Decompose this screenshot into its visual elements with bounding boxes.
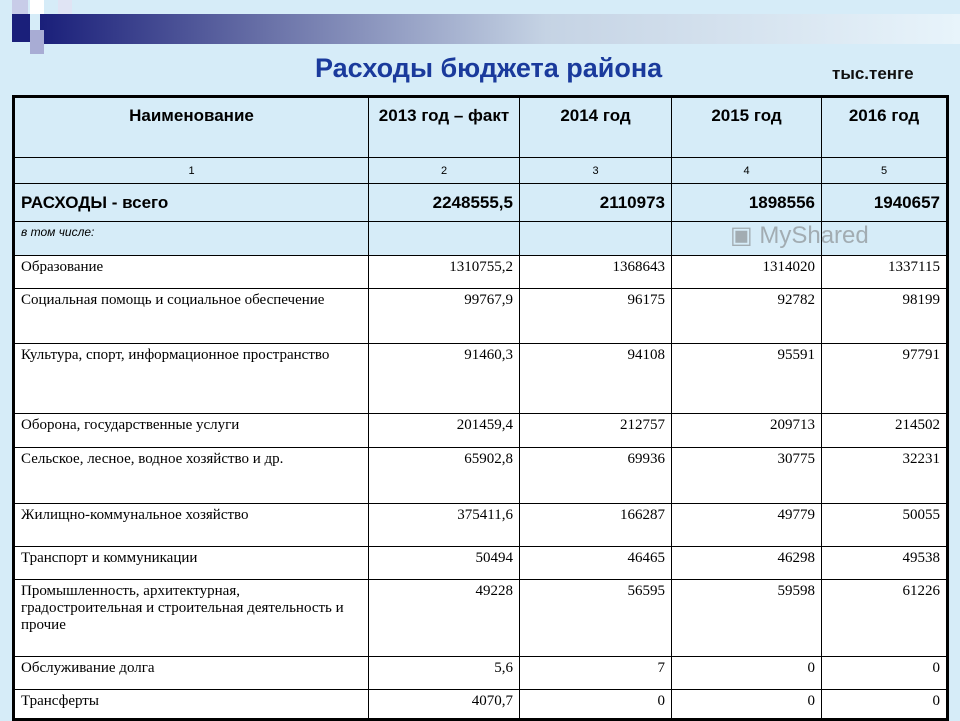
value-cell: 0	[822, 657, 948, 690]
table-row	[14, 504, 948, 547]
row-name: Образование	[14, 256, 369, 289]
row-name: Культура, спорт, информационное пространство	[14, 344, 369, 414]
table-row	[14, 547, 948, 580]
value-cell: 92782	[672, 289, 822, 344]
index-row	[14, 158, 948, 184]
column-header: 2013 год – факт	[369, 97, 520, 158]
row-name: Промышленность, архитектурная, градостроительная и строительная деятельность и прочие	[14, 580, 369, 657]
value-cell: 50494	[369, 547, 520, 580]
value-cell: 4070,7	[369, 690, 520, 720]
value-cell: 1337115	[822, 256, 948, 289]
value-cell: 49228	[369, 580, 520, 657]
row-name: Транспорт и коммуникации	[14, 547, 369, 580]
table-row	[14, 289, 948, 344]
value-cell: 166287	[520, 504, 672, 547]
decor-square	[30, 0, 44, 14]
table-row	[14, 580, 948, 657]
value-cell: 49538	[822, 547, 948, 580]
row-name: Трансферты	[14, 690, 369, 720]
value-cell: 1368643	[520, 256, 672, 289]
value-cell: 0	[672, 690, 822, 720]
value-cell: 214502	[822, 414, 948, 448]
decor-square	[58, 0, 72, 14]
table-row	[14, 414, 948, 448]
value-cell: 0	[822, 690, 948, 720]
value-cell: 65902,8	[369, 448, 520, 504]
value-cell: 56595	[520, 580, 672, 657]
row-name: Оборона, государственные услуги	[14, 414, 369, 448]
value-cell: 1940657	[822, 184, 948, 222]
empty-cell	[369, 222, 520, 256]
table-row	[14, 657, 948, 690]
index-cell: 3	[520, 158, 672, 184]
column-header: 2016 год	[822, 97, 948, 158]
value-cell: 0	[672, 657, 822, 690]
watermark-icon: ▣	[730, 222, 760, 249]
row-name: Социальная помощь и социальное обеспечение	[14, 289, 369, 344]
value-cell: 99767,9	[369, 289, 520, 344]
value-cell: 94108	[520, 344, 672, 414]
header-gradient-bar	[40, 14, 960, 44]
value-cell: 61226	[822, 580, 948, 657]
value-cell: 1310755,2	[369, 256, 520, 289]
value-cell: 98199	[822, 289, 948, 344]
value-cell: 2110973	[520, 184, 672, 222]
budget-table	[12, 95, 949, 721]
table-row	[14, 256, 948, 289]
value-cell: 0	[520, 690, 672, 720]
index-cell: 1	[14, 158, 369, 184]
value-cell: 1898556	[672, 184, 822, 222]
page-title: Расходы бюджета района	[315, 53, 663, 83]
row-name: Сельское, лесное, водное хозяйство и др.	[14, 448, 369, 504]
table-row	[14, 344, 948, 414]
value-cell: 7	[520, 657, 672, 690]
column-header: 2015 год	[672, 97, 822, 158]
table-header-row	[14, 97, 948, 158]
value-cell: 212757	[520, 414, 672, 448]
empty-cell	[520, 222, 672, 256]
row-name: Обслуживание долга	[14, 657, 369, 690]
index-cell: 2	[369, 158, 520, 184]
watermark-logo	[730, 222, 869, 250]
value-cell: 69936	[520, 448, 672, 504]
table-row	[14, 448, 948, 504]
value-cell: 46298	[672, 547, 822, 580]
index-cell: 5	[822, 158, 948, 184]
value-cell: 95591	[672, 344, 822, 414]
subheader-label: в том числе:	[14, 222, 369, 256]
value-cell: 30775	[672, 448, 822, 504]
value-cell: 97791	[822, 344, 948, 414]
column-header: 2014 год	[520, 97, 672, 158]
value-cell: 46465	[520, 547, 672, 580]
value-cell: 96175	[520, 289, 672, 344]
value-cell: 50055	[822, 504, 948, 547]
value-cell: 32231	[822, 448, 948, 504]
watermark-text: MyShared	[759, 222, 869, 249]
decor-square	[12, 14, 30, 42]
value-cell: 1314020	[672, 256, 822, 289]
value-cell: 2248555,5	[369, 184, 520, 222]
decor-square	[30, 30, 44, 54]
index-cell: 4	[672, 158, 822, 184]
row-name: РАСХОДЫ - всего	[14, 184, 369, 222]
value-cell: 49779	[672, 504, 822, 547]
row-name: Жилищно-коммунальное хозяйство	[14, 504, 369, 547]
value-cell: 59598	[672, 580, 822, 657]
value-cell: 375411,6	[369, 504, 520, 547]
units-label: тыс.тенге	[832, 64, 914, 83]
value-cell: 5,6	[369, 657, 520, 690]
value-cell: 209713	[672, 414, 822, 448]
total-row	[14, 184, 948, 222]
value-cell: 201459,4	[369, 414, 520, 448]
column-header: Наименование	[14, 97, 369, 158]
value-cell: 91460,3	[369, 344, 520, 414]
table-row	[14, 690, 948, 720]
